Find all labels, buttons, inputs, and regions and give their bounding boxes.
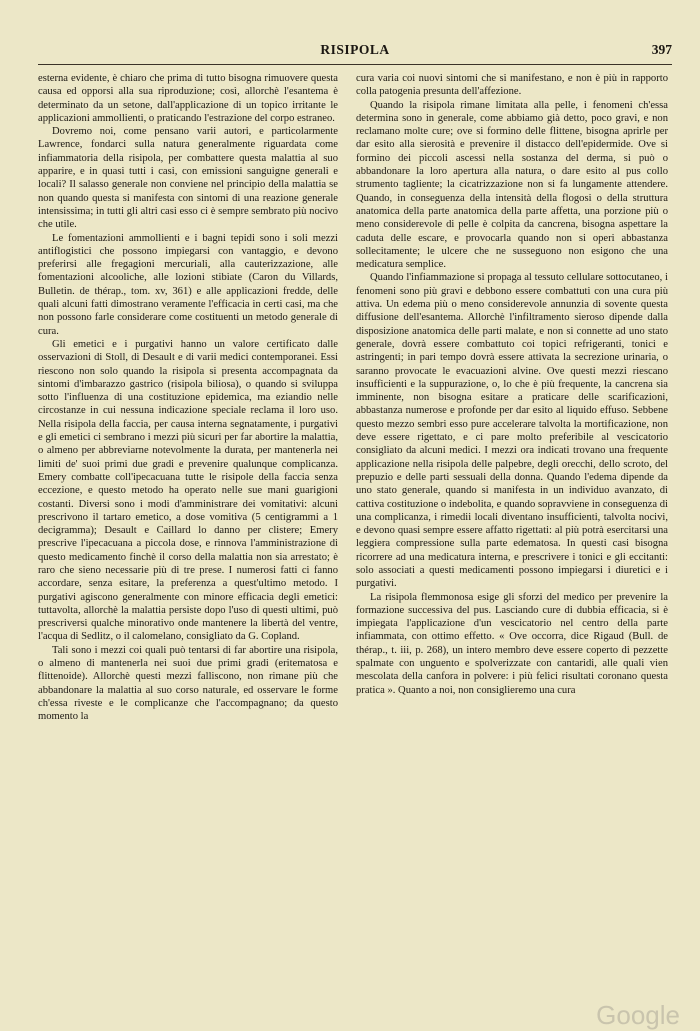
page-header: [38, 42, 672, 64]
paragraph: Le fomentazioni ammollienti e i bagni tepidi sono i soli mezzi antiflogistici che possono impiegarsi con vantaggio, e devono preferirsi alle fregagioni mercuriali, alla cauterizzazione, alle fomentazioni alcooliche, alle lozioni stibiate (Caron du Villards, Bulletin. de thérap., tom. xv, 361) e alle applicazioni fredde, delle quali alcuni fatti dimostrano veramente l'efficacia in certi casi, ma che non possono farle considerare come costituenti un metodo generale di cura.: [38, 232, 338, 337]
running-title: RISIPOLA: [320, 42, 390, 57]
paragraph: esterna evidente, è chiaro che prima di tutto bisogna rimuovere questa causa ed opporsi alla sua riproduzione; così, allorchè l'esantema è determinato da un setone, dall'applicazione di un topico irritante le applicazioni ammollienti, o praticando l'estrazione del corpo estraneo.: [38, 73, 338, 124]
right-column: [356, 72, 668, 697]
paragraph: Quando la risipola rimane limitata alla pelle, i fenomeni ch'essa determina sono in generale, come abbiamo già detto, poco gravi, e non reclamano molte cure; ove si formino delle flittene, bisogna aprirle per dar esito alla sierosità e prevenire il distacco dell'epidermide. Ove si formino dei piccoli ascessi nella sostanza del derma, si può o abbandonare la loro apertura alla natura, o dare esito al pus collo strumento tagliente; la cicatrizzazione non si fa lungamente attendere. Quando, in conseguenza della intensità della flogosi o della struttura anatomica della parte anatomica della parte affetta, una porzione più o meno considerevole di pelle è colpita da cancrena, bisogna aspettare la caduta delle escare, e provocarla quando non si operi abbastanza sollecitamente; le ulcere che ne susseguono non esigono che una medicatura semplice.: [356, 99, 668, 271]
paragraph: Tali sono i mezzi coi quali può tentarsi di far abortire una risipola, o almeno di mantenerla nei suoi due primi gradi (eritematosa e flittenoide). Allorchè questi mezzi falliscono, non rimane più che abbandonare la malattia al suo corso naturale, ed osservare le forme ch'essa riveste e le complicanze che l'accompagnano; da questo momento la: [38, 644, 338, 723]
left-column: [38, 72, 338, 724]
header-rule: [38, 64, 672, 65]
watermark: Google: [596, 1000, 680, 1030]
paragraph: cura varia coi nuovi sintomi che si manifestano, e non è più in rapporto colla patogenia presunta dell'affezione.: [356, 73, 668, 98]
paragraph: La risipola flemmonosa esige gli sforzi del medico per prevenire la formazione successiva del pus. Lasciando cure di dubbia efficacia, si è impiegata l'applicazione d'un vescicatorio nel centro della parte infiammata, con ottimo effetto. « Ove occorra, dice Rigaud (Bull. de thérap., t. iii, p. 268), un intero membro deve essere coperto di pezzette spalmate con unguento e spolverizzate con cantaridi, alle quali vien mescolata della canfora in polvere: i più felici risultati coronano questa pratica ». Quanto a noi, non consiglieremo una cura: [356, 591, 668, 696]
paragraph: Gli emetici e i purgativi hanno un valore certificato dalle osservazioni di Stoll, di Desault e di varii medici contemporanei. Essi riescono non solo quando la risipola si presenta accompagnata da sintomi d'imbarazzo gastrico (risipola biliosa), o quando si sviluppa sotto l'influenza di una costituzione epidemica, ma eziandio nelle circostanze in cui nessuna indicazione speciale reclama il loro uso. Nella risipola della faccia, per causa interna segnatamente, i purgativi e gli emetici ci sembrano i mezzi più sicuri per far abortire la malattia, o almeno per abbreviarne notevolmente la durata, per mantenerla nei limiti de' suoi primi due gradi e prevenire qualunque complicanza. Emery combatte coll'ipecacuana tutte le risipole della faccia senza eccezione, e questo metodo ha operato nelle sue mani guarigioni costanti. Diversi sono i modi d'amministrare dei vomitativi: alcuni prescrivono il tartaro emetico, a dose vomitiva (5 centigrammi a 1 decigramma); Desault e Caillard lo danno per clistere; Emery prescrive l'ipecacuana a piccola dose, e rinnova l'amministrazione di questo medicamento finchè il corso della malattia non sia arrestato; è raro che sieno necessarie più di tre prese. I numerosi fatti ci fanno accordare, senza esitare, la preferenza a quest'ultimo metodo. I purgativi agiscono generalmente con minore efficacia degli emetici: tuttavolta, allorchè la malattia persiste dopo l'uso di questi ultimi, può prescriversi qualche minorativo onde mantenere la libertà del ventre, l'acqua di Sedlitz, o il calomelano, consigliato da G. Copland.: [38, 338, 338, 643]
paragraph: Dovremo noi, come pensano varii autori, e particolarmente Lawrence, fondarci sulla natura generalmente riguardata come infiammatoria della risipola, per combattere questa malattia al suo apparire, e in quasi tutti i casi, con emissioni sanguigne generali e locali? Il salasso generale non conviene nel principio della malattia se non quando questa si manifesta con sintomi di una reazione generale intensissima; in tutti gli altri casi esso ci è sempre sembrato più nocivo che utile.: [38, 126, 338, 231]
page-number: 397: [651, 42, 672, 57]
paragraph: Quando l'infiammazione si propaga al tessuto cellulare sottocutaneo, i fenomeni sono più gravi e debbono essere combattuti con una cura più attiva. Un edema più o meno considerevole annunzia di sovente questa diffusione dell'esantema. Allorchè l'infiltramento sieroso dipende dalla disposizione anatomica delle parti malate, e non si connette ad uno stato generale, dovrà essere combattuto coi topici refrigeranti, tonici e astringenti; in pari tempo dovrà essere attivata la secrezione urinaria, o saranno provocate le evacuazioni alvine. Ove questi mezzi riescano insufficienti e la suppurazione, o, lo che è più frequente, la cancrena sia imminente, non bisogna esitare a praticare delle scarificazioni, abbastanza numerose e profonde per dar esito al liquido effuso. Sebbene questo mezzo sembri esso pure accelerare talvolta la mortificazione, non deve essere rigettato, e ci pare molto preferibile al vescicatorio consigliato da alcuni medici. I mezzi ora indicati trovano una frequente applicazione nella risipola delle palpebre, degli orecchi, dello scroto, del prepuzio e delle parti sessuali della donna. Quando l'edema dipende da uno stato generale, quando si manifesta in un individuo avanzato, di cattiva costituzione o indebolita, e quando sopravviene in conseguenza di una complicanza, i rimedii locali diventano insufficienti, talvolta nocivi, e devono quasi sempre essere affatto rigettati: al più potrà esercitarsi una leggiera compressione sulla parte edematosa. In questi casi bisogna ricorrere ad una medicatura interna, e prescrivere i tonici e gli eccitanti: solo associati a questi medicamenti possono impiegarsi i diuretici e i purgativi.: [356, 272, 668, 590]
